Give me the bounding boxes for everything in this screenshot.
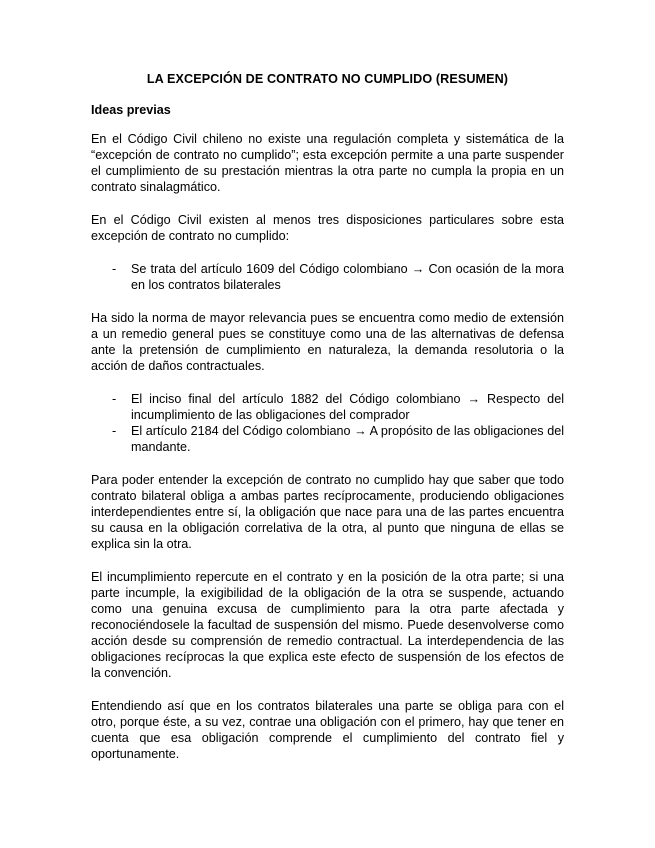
dash-bullet: - [112, 262, 117, 276]
bullet-list [91, 261, 564, 293]
bullet-list [91, 391, 564, 455]
paragraph: En el Código Civil existen al menos tres disposiciones particulares sobre esta excepción de contrato no cumplido: [91, 213, 564, 243]
list-item [91, 423, 564, 455]
paragraph: El incumplimiento repercute en el contrato y en la posición de la otra parte; si una parte incumple, la exigibilidad de la obligación de la otra se suspende, actuando como una genuina excusa de cumplimiento para la otra parte afectada y reconociéndosele la facultad de suspensión del mismo. Puede desenvolverse como acción desde su comprensión de remedio contractual. La interdependencia de las obligaciones recíprocas la que explica este efecto de suspensión de los efectos de la convención. [91, 570, 564, 680]
list-item [91, 261, 564, 293]
list-item-text: Se trata del artículo 1609 del Código colombiano → Con ocasión de la mora en los contratos bilaterales [131, 262, 564, 292]
paragraph: Para poder entender la excepción de contrato no cumplido hay que saber que todo contrato bilateral obliga a ambas partes recíprocamente, produciendo obligaciones interdependientes entre sí, la obligación que nace para una de las partes encuentra su causa en la obligación correlativa de la otra, al punto que ninguna de ellas se explica sin la otra. [91, 473, 564, 551]
list-item-text: El inciso final del artículo 1882 del Código colombiano → Respecto del incumplimiento de las obligaciones del comprador [131, 392, 564, 422]
paragraph: Entendiendo así que en los contratos bilaterales una parte se obliga para con el otro, porque éste, a su vez, contrae una obligación con el primero, hay que tener en cuenta que esa obligación comprende el cumplimiento del contrato fiel y oportunamente. [91, 699, 564, 761]
section-heading: Ideas previas [91, 103, 171, 117]
dash-bullet: - [112, 424, 117, 438]
list-item [91, 391, 564, 423]
list-item-text: El artículo 2184 del Código colombiano → A propósito de las obligaciones del mandante. [131, 424, 564, 454]
paragraph: En el Código Civil chileno no existe una regulación completa y sistemática de la “excepción de contrato no cumplido”; esta excepción permite a una parte suspender el cumplimiento de su prestación mientras la otra parte no cumpla la propia en un contrato sinalagmático. [91, 132, 564, 194]
dash-bullet: - [112, 392, 117, 406]
paragraph: Ha sido la norma de mayor relevancia pues se encuentra como medio de extensión a un remedio general pues se constituye como una de las alternativas de defensa ante la pretensión de cumplimiento en naturaleza, la demanda resolutoria o la acción de daños contractuales. [91, 311, 564, 373]
document-title: LA EXCEPCIÓN DE CONTRATO NO CUMPLIDO (RESUMEN) [146, 72, 509, 86]
